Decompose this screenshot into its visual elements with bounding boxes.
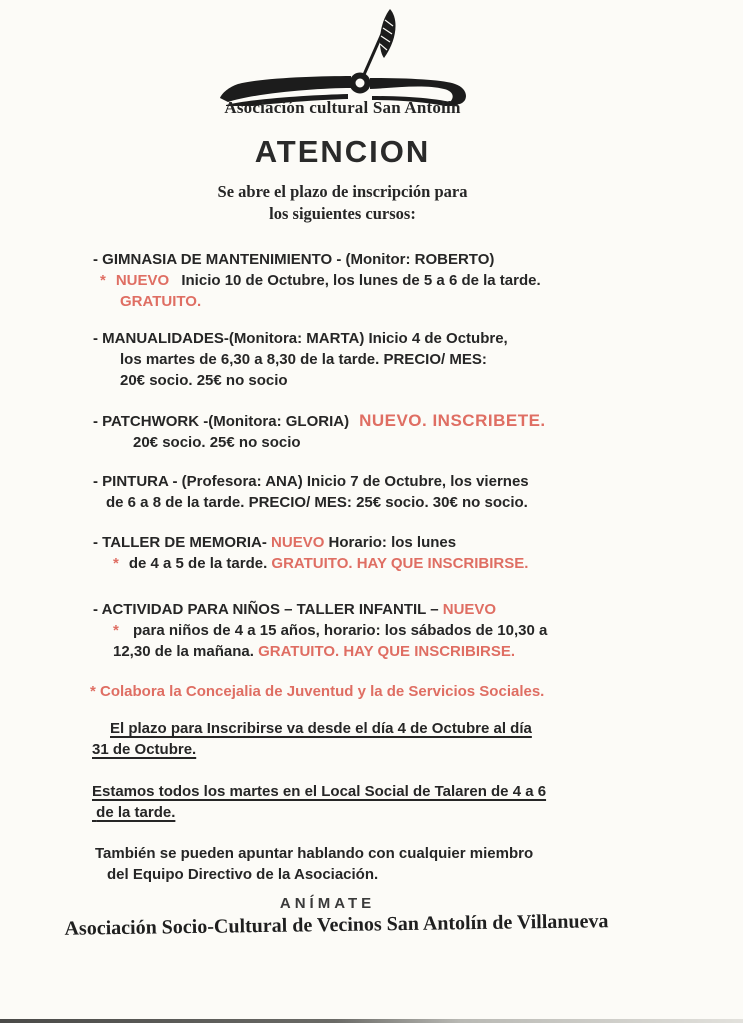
course-list bbox=[0, 249, 743, 662]
alternative-signup-note bbox=[95, 843, 743, 885]
course-title: - TALLER DE MEMORIA- NUEVO Horario: los lunes bbox=[93, 534, 457, 551]
course-taller-memoria bbox=[93, 532, 743, 574]
asterisk: * bbox=[100, 272, 106, 289]
course-manualidades bbox=[93, 328, 743, 391]
course-gimnasia bbox=[93, 249, 743, 312]
course-price: 20€ socio. 25€ no socio bbox=[133, 434, 301, 451]
collaboration-note: * Colabora la Concejalia de Juventud y la de Servicios Sociales. bbox=[90, 683, 545, 700]
nuevo-label: NUEVO bbox=[115, 272, 170, 289]
asterisk: * bbox=[113, 622, 119, 639]
intro-line-2: los siguientes cursos: bbox=[269, 204, 416, 223]
course-detail: los martes de 6,30 a 8,30 de la tarde. PRECIO/ MES: bbox=[120, 351, 487, 368]
location-line-1: Estamos todos los martes en el Local Social de Talaren de 4 a 6 bbox=[92, 783, 547, 800]
intro-text bbox=[0, 181, 685, 225]
org-name: Asociación cultural San Antolín bbox=[224, 98, 461, 117]
intro-line-1: Se abre el plazo de inscripción para bbox=[217, 182, 468, 201]
course-detail: de 6 a 8 de la tarde. PRECIO/ MES: 25€ socio. 30€ no socio. bbox=[106, 494, 528, 511]
flyer-header bbox=[0, 0, 685, 225]
animate-slogan: ANÍMATE bbox=[279, 895, 376, 912]
course-detail: 12,30 de la mañana. GRATUITO. HAY QUE INSCRIBIRSE. bbox=[113, 643, 516, 660]
nuevo-label: NUEVO bbox=[271, 534, 325, 551]
course-detail: * para niños de 4 a 15 años, horario: los sábados de 10,30 a bbox=[113, 622, 548, 639]
page-title: ATENCION bbox=[254, 134, 431, 169]
course-title: - PINTURA - (Profesora: ANA) Inicio 7 de Octubre, los viernes bbox=[93, 473, 529, 490]
course-patchwork bbox=[93, 410, 743, 453]
course-detail: * de 4 a 5 de la tarde. GRATUITO. HAY QUE INSCRIBIRSE. bbox=[113, 555, 529, 572]
course-pintura bbox=[93, 471, 743, 513]
course-detail: * NUEVO Inicio 10 de Octubre, los lunes de 5 a 6 de la tarde. bbox=[100, 272, 541, 289]
gratuito-label: GRATUITO. bbox=[120, 293, 202, 310]
course-title: - ACTIVIDAD PARA NIÑOS – TALLER INFANTIL – NUEVO bbox=[93, 601, 497, 618]
alternative-line-2: del Equipo Directivo de la Asociación. bbox=[107, 866, 379, 883]
asterisk: * bbox=[113, 555, 119, 572]
alternative-line-1: También se pueden apuntar hablando con cualquier miembro bbox=[95, 845, 534, 862]
deadline-line-2: 31 de Octubre. bbox=[92, 741, 197, 758]
course-title: - GIMNASIA DE MANTENIMIENTO - (Monitor: ROBERTO) bbox=[93, 251, 495, 268]
gratuito-label: GRATUITO. HAY QUE INSCRIBIRSE. bbox=[258, 643, 516, 660]
org-full-name: Asociación Socio-Cultural de Vecinos San Antolín de Villanueva bbox=[64, 910, 609, 940]
course-taller-infantil bbox=[93, 599, 743, 662]
scan-edge-artifact bbox=[0, 1019, 743, 1023]
nuevo-label: NUEVO bbox=[442, 601, 497, 618]
course-price: 20€ socio. 25€ no socio bbox=[120, 372, 288, 389]
course-detail bbox=[93, 291, 743, 312]
nuevo-inscribete-label: NUEVO. INSCRIBETE. bbox=[359, 411, 546, 430]
course-title: - MANUALIDADES-(Monitora: MARTA) Inicio 4 de Octubre, bbox=[93, 330, 508, 347]
gratuito-label: GRATUITO. HAY QUE INSCRIBIRSE. bbox=[271, 555, 529, 572]
deadline-line-1: El plazo para Inscribirse va desde el día 4 de Octubre al día bbox=[110, 720, 532, 737]
deadline-note bbox=[92, 718, 743, 760]
book-and-quill-icon bbox=[218, 6, 468, 106]
location-line-2: de la tarde. bbox=[92, 804, 176, 821]
location-note bbox=[92, 781, 743, 823]
course-title: - PATCHWORK -(Monitora: GLORIA) NUEVO. INSCRIBETE. bbox=[93, 411, 546, 430]
